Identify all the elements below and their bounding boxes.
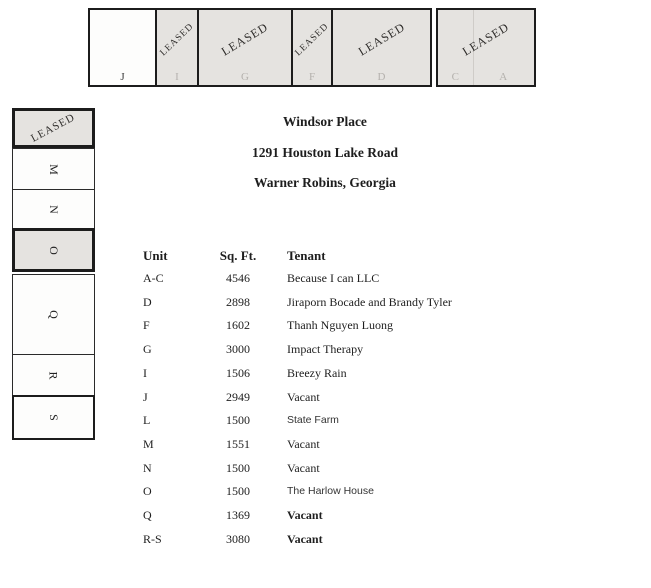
row-sqft: 2898: [226, 294, 250, 309]
leased-stamp: LEASED: [29, 111, 78, 145]
unit-cell-d: [331, 8, 432, 87]
unit-cell-f: [291, 8, 333, 87]
table-row: [0, 508, 651, 532]
rent-roll-header: [0, 245, 651, 268]
unit-label-s: S: [47, 414, 61, 421]
leased-stamp: LEASED: [293, 21, 331, 58]
unit-label-j: J: [120, 71, 125, 83]
unit-label-r: R: [46, 370, 61, 380]
unit-label-i: I: [175, 71, 179, 83]
unit-cell-i: [155, 8, 199, 87]
unit-label-q: Q: [46, 310, 61, 319]
row-tenant: The Harlow House: [287, 485, 374, 498]
unit-label-d: D: [377, 71, 386, 83]
row-sqft: 4546: [226, 271, 250, 285]
row-tenant: Vacant: [287, 508, 323, 523]
unit-cell-g: [197, 8, 293, 87]
unit-label-f: F: [308, 71, 316, 83]
row-tenant: Vacant: [287, 531, 323, 546]
row-sqft: 1500: [226, 484, 250, 499]
row-tenant: Jiraporn Bocade and Brandy Tyler: [287, 294, 452, 309]
table-row: [0, 461, 651, 485]
table-row: [0, 271, 651, 295]
unit-cell-j: [88, 8, 157, 87]
unit-label-o: O: [46, 245, 61, 255]
row-unit: G: [143, 342, 152, 357]
table-row: [0, 437, 651, 461]
row-tenant: Vacant: [287, 460, 320, 475]
table-row: [0, 413, 651, 437]
row-unit: N: [143, 460, 152, 475]
table-row: [0, 342, 651, 366]
top-unit-strip: [88, 8, 536, 87]
unit-label-a: A: [499, 71, 508, 83]
row-sqft: 1369: [226, 508, 250, 523]
row-sqft: 1500: [226, 460, 250, 475]
row-unit: I: [143, 365, 147, 380]
row-sqft: 2949: [226, 389, 250, 404]
row-sqft: 1602: [226, 318, 250, 333]
unit-cell-n: [12, 189, 95, 229]
row-tenant: Thanh Nguyen Luong: [287, 318, 393, 333]
row-tenant: Vacant: [287, 437, 320, 452]
leased-stamp: LEASED: [218, 19, 271, 59]
row-sqft: 3080: [226, 531, 250, 546]
unit-cell-l: [12, 108, 95, 148]
column-header-sqft: Sq. Ft.: [219, 248, 257, 263]
row-unit: J: [143, 389, 148, 404]
row-unit: L: [143, 413, 151, 428]
row-unit: D: [143, 294, 152, 309]
leased-stamp: LEASED: [355, 19, 408, 59]
row-sqft: 1500: [226, 413, 250, 428]
row-tenant: Vacant: [287, 389, 320, 404]
column-header-unit: Unit: [143, 248, 168, 263]
unit-label-g: G: [241, 71, 249, 83]
property-name: Windsor Place: [283, 114, 367, 129]
table-row: [0, 484, 651, 508]
row-sqft: 1506: [226, 365, 250, 380]
unit-cell-m: [12, 148, 95, 190]
row-unit: M: [143, 437, 154, 452]
row-tenant: Impact Therapy: [287, 342, 364, 357]
column-header-tenant: Tenant: [287, 248, 326, 263]
row-unit: O: [143, 484, 152, 499]
table-row: [0, 390, 651, 414]
table-row: [0, 318, 651, 342]
table-row: [0, 366, 651, 390]
row-tenant: State Farm: [287, 414, 339, 427]
rent-roll-rows: [0, 271, 651, 556]
unit-label-m: M: [46, 163, 61, 175]
row-tenant: Because I can LLC: [287, 271, 380, 285]
property-title-block: [225, 114, 425, 206]
row-tenant: Breezy Rain: [287, 365, 347, 380]
row-sqft: 1551: [226, 437, 250, 452]
row-unit: Q: [143, 508, 152, 523]
row-unit: A-C: [143, 271, 164, 285]
property-address: 1291 Houston Lake Road: [252, 144, 398, 160]
row-sqft: 3000: [226, 342, 250, 357]
row-unit: F: [143, 318, 150, 333]
unit-cell-c-a: [436, 8, 536, 87]
unit-label-c: C: [451, 71, 459, 83]
leased-stamp: LEASED: [459, 19, 512, 59]
row-unit: R-S: [143, 531, 162, 546]
leased-stamp: LEASED: [158, 21, 196, 58]
table-row: [0, 295, 651, 319]
table-row: [0, 532, 651, 556]
property-city: Warner Robins, Georgia: [254, 175, 396, 190]
unit-label-n: N: [46, 204, 61, 214]
